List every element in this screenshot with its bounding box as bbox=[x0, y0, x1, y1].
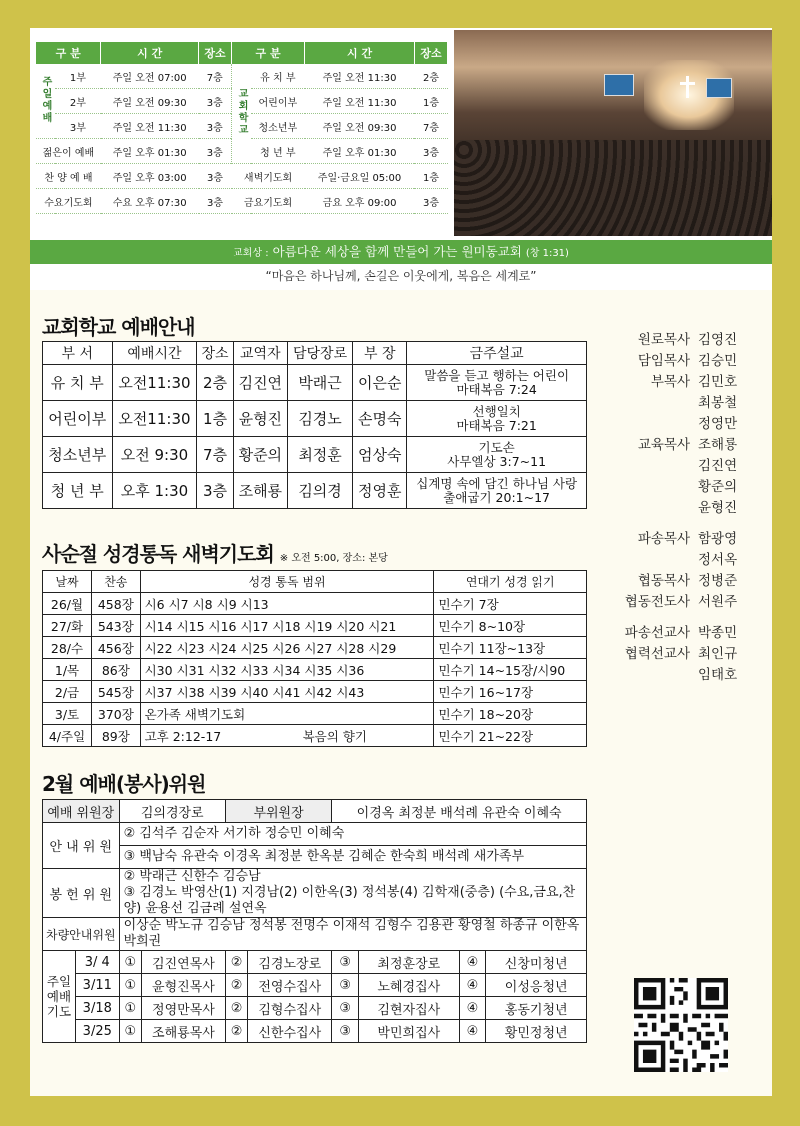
staff-row bbox=[610, 592, 770, 613]
head-cell: 이은순 bbox=[353, 365, 407, 401]
schedule-cell: 찬 양 예 배 bbox=[36, 164, 101, 189]
date-cell: 26/월 bbox=[43, 593, 92, 615]
guide-label: 안 내 위 원 bbox=[43, 823, 120, 869]
range-cell: 고후 2:12-17 bbox=[140, 725, 298, 747]
prayer-date: 3/11 bbox=[76, 974, 120, 997]
offering-group-3: ③ 김경노 박영산(1) 지경남(2) 이한옥(3) 정석봉(4) 김학재(중층) (수요,금요,찬양) 윤용선 김금례 설연옥 bbox=[123, 885, 576, 916]
staff-name: 황준의 bbox=[698, 479, 738, 495]
projection-screen-right bbox=[706, 78, 732, 98]
col-header: 찬송 bbox=[92, 571, 141, 593]
schedule-cell: 금요 오후 09:00 bbox=[305, 189, 415, 214]
hymn-cell: 456장 bbox=[92, 637, 141, 659]
place-cell: 7층 bbox=[197, 437, 233, 473]
schedule-cell: 주일 오전 07:00 bbox=[101, 64, 199, 89]
schedule-cell: 7층 bbox=[414, 114, 447, 139]
schedule-cell: 어린이부 bbox=[251, 89, 305, 114]
hymn-cell: 370장 bbox=[92, 703, 141, 725]
hymn-cell: 545장 bbox=[92, 681, 141, 703]
reading-cell: 민수기 11장~13장 bbox=[434, 637, 587, 659]
staff-name: 최인규 bbox=[698, 646, 738, 662]
schedule-cell: 7층 bbox=[199, 64, 232, 89]
prayer-cell: 윤형진목사 bbox=[141, 974, 225, 997]
num-4: ④ bbox=[459, 997, 486, 1020]
sermon-title: 선행일치 bbox=[472, 403, 521, 419]
date-cell: 2/금 bbox=[43, 681, 92, 703]
sanctuary-photo bbox=[454, 30, 772, 236]
header-division: 구 분 bbox=[36, 42, 101, 64]
cross-icon bbox=[686, 76, 689, 98]
schedule-cell: 3층 bbox=[199, 189, 232, 214]
schedule-cell: 주일 오전 11:30 bbox=[305, 89, 415, 114]
parking-names: 이상순 박노규 김승남 정석봉 전명수 이재석 김형수 김용관 황영철 하종규 이한옥 박희권 bbox=[119, 918, 586, 951]
prayer-cell: 박민희집사 bbox=[359, 1020, 459, 1043]
cross-icon-bar bbox=[680, 82, 695, 85]
num-1: ① bbox=[119, 997, 141, 1020]
church-school-label: 교회학교 bbox=[236, 88, 248, 136]
place-cell: 1층 bbox=[197, 401, 233, 437]
schedule-cell: 수요 오후 07:30 bbox=[101, 189, 199, 214]
chair-label: 예배 위원장 bbox=[43, 800, 120, 823]
col-header: 연대기 성경 읽기 bbox=[434, 571, 587, 593]
pastor-cell: 황준의 bbox=[233, 437, 287, 473]
staff-name: 김승민 bbox=[698, 353, 738, 369]
table-row bbox=[43, 703, 587, 725]
bulletin-page bbox=[30, 28, 772, 1096]
vision-prefix: 교회상 : bbox=[233, 248, 269, 259]
guide-group-2: ② 김석주 김순자 서기하 정승민 이혜숙 bbox=[119, 823, 586, 846]
offering-label: 봉 헌 위 원 bbox=[43, 869, 120, 918]
place-cell: 3층 bbox=[197, 473, 233, 509]
date-cell: 27/화 bbox=[43, 615, 92, 637]
pastor-cell: 조해룡 bbox=[233, 473, 287, 509]
staff-name: 정영만 bbox=[698, 416, 738, 432]
num-2: ② bbox=[225, 997, 247, 1020]
time-cell: 오전 9:30 bbox=[112, 437, 197, 473]
num-3: ③ bbox=[332, 1020, 359, 1043]
prayer-cell: 김현자집사 bbox=[359, 997, 459, 1020]
schedule-cell: 수요기도회 bbox=[36, 189, 101, 214]
table-row bbox=[43, 473, 587, 509]
schedule-cell: 3층 bbox=[199, 114, 232, 139]
schedule-cell: 1층 bbox=[414, 164, 447, 189]
prayer-cell: 이성응청년 bbox=[486, 974, 587, 997]
schedule-cell: 3층 bbox=[199, 139, 232, 164]
num-3: ③ bbox=[332, 974, 359, 997]
reading-cell: 민수기 8~10장 bbox=[434, 615, 587, 637]
time-cell: 오후 1:30 bbox=[112, 473, 197, 509]
header-place-2: 장소 bbox=[414, 42, 447, 64]
staff-list bbox=[610, 330, 770, 686]
vice-label: 부위원장 bbox=[225, 800, 331, 823]
range-cell: 시6 시7 시8 시9 시13 bbox=[140, 593, 434, 615]
parking-label: 차량안내위원 bbox=[43, 918, 120, 951]
num-2: ② bbox=[225, 974, 247, 997]
table-row bbox=[43, 437, 587, 473]
elder-cell: 최정훈 bbox=[287, 437, 352, 473]
col-header: 장소 bbox=[197, 342, 233, 365]
staff-role: 협력선교사 bbox=[624, 646, 690, 662]
num-3: ③ bbox=[332, 951, 359, 974]
header-time: 시 간 bbox=[101, 42, 199, 64]
schedule-cell: 1부 bbox=[55, 64, 101, 89]
header-place: 장소 bbox=[199, 42, 232, 64]
prayer-cell: 김경노장로 bbox=[248, 951, 332, 974]
qr-code-icon[interactable] bbox=[634, 978, 728, 1072]
staff-row bbox=[610, 623, 770, 644]
header-division-2: 구 분 bbox=[232, 42, 305, 64]
elder-cell: 박래근 bbox=[287, 365, 352, 401]
schedule-cell: 3부 bbox=[55, 114, 101, 139]
sermon-cell bbox=[407, 365, 587, 401]
staff-role: 교육목사 bbox=[637, 437, 690, 453]
staff-row bbox=[610, 571, 770, 592]
prayer-cell: 김형수집사 bbox=[248, 997, 332, 1020]
dept-cell: 어린이부 bbox=[43, 401, 113, 437]
staff-role: 파송선교사 bbox=[624, 625, 690, 641]
schedule-cell: 유 치 부 bbox=[251, 64, 305, 89]
schedule-cell: 1층 bbox=[414, 89, 447, 114]
lent-section-title bbox=[42, 538, 388, 567]
staff-name: 최봉철 bbox=[698, 395, 738, 411]
sermon-title: 말씀을 듣고 행하는 어린이 bbox=[424, 367, 570, 383]
staff-name: 서원주 bbox=[698, 594, 738, 610]
prayer-cell: 최정훈장로 bbox=[359, 951, 459, 974]
schedule-cell: 주일 오전 11:30 bbox=[305, 64, 415, 89]
prayer-date: 3/25 bbox=[76, 1020, 120, 1043]
range-cell: 온가족 새벽기도회 bbox=[140, 703, 434, 725]
schedule-cell: 2부 bbox=[55, 89, 101, 114]
staff-name: 박종민 bbox=[698, 625, 738, 641]
lent-reading-table bbox=[42, 570, 587, 747]
prayer-cell: 신한수집사 bbox=[248, 1020, 332, 1043]
vision-reference: (창 1:31) bbox=[525, 248, 569, 259]
prayer-cell: 김진연목사 bbox=[141, 951, 225, 974]
church-motto: “마음은 하나님께, 손길은 이웃에게, 복음은 세계로” bbox=[265, 269, 537, 283]
header-time-2: 시 간 bbox=[305, 42, 415, 64]
projection-screen-left bbox=[604, 74, 634, 96]
schedule-cell: 주일·금요일 05:00 bbox=[305, 164, 415, 189]
num-2: ② bbox=[225, 951, 247, 974]
dept-cell: 청 년 부 bbox=[43, 473, 113, 509]
school-section-title: 교회학교 예배안내 bbox=[42, 315, 195, 339]
prayer-row bbox=[43, 951, 587, 974]
hymn-cell: 86장 bbox=[92, 659, 141, 681]
sermon-verse: 사무엘상 3:7~11 bbox=[447, 453, 547, 469]
schedule-cell: 주일 오후 01:30 bbox=[101, 139, 199, 164]
num-4: ④ bbox=[459, 951, 486, 974]
col-header: 금주설교 bbox=[407, 342, 587, 365]
elder-cell: 김의경 bbox=[287, 473, 352, 509]
schedule-cell: 젊은이 예배 bbox=[36, 139, 101, 164]
schedule-cell: 새벽기도회 bbox=[232, 164, 305, 189]
col-header: 담당장로 bbox=[287, 342, 352, 365]
lent-title: 사순절 성경통독 새벽기도회 bbox=[42, 542, 274, 566]
range-cell: 시37 시38 시39 시40 시41 시42 시43 bbox=[140, 681, 434, 703]
staff-row bbox=[610, 372, 770, 435]
staff-name: 조해룡 bbox=[698, 437, 738, 453]
vision-text: 아름다운 세상을 함께 만들어 가는 원미동교회 bbox=[272, 244, 522, 259]
sermon-title: 십계명 속에 담긴 하나님 사랑 bbox=[416, 475, 578, 491]
reading-cell: 민수기 18~20장 bbox=[434, 703, 587, 725]
staff-row bbox=[610, 644, 770, 686]
head-cell: 엄상숙 bbox=[353, 437, 407, 473]
head-cell: 손명숙 bbox=[353, 401, 407, 437]
service-section-title: 2월 예배(봉사)위원 bbox=[42, 772, 206, 796]
prayer-row bbox=[43, 997, 587, 1020]
table-row bbox=[43, 401, 587, 437]
schedule-row bbox=[36, 164, 448, 189]
staff-row bbox=[610, 330, 770, 351]
prayer-row bbox=[43, 974, 587, 997]
col-header: 부 서 bbox=[43, 342, 113, 365]
prayer-date: 3/18 bbox=[76, 997, 120, 1020]
col-header: 부 장 bbox=[353, 342, 407, 365]
staff-name: 김영진 bbox=[698, 332, 738, 348]
prayer-cell: 신창미청년 bbox=[486, 951, 587, 974]
reading-cell: 민수기 7장 bbox=[434, 593, 587, 615]
guide-group-3: ③ 백남숙 유관숙 이경옥 최정분 한옥분 김혜순 한숙희 배석례 새가족부 bbox=[119, 846, 586, 869]
staff-role: 협동목사 bbox=[637, 573, 690, 589]
schedule-cell: 청소년부 bbox=[251, 114, 305, 139]
reading-cell: 민수기 16~17장 bbox=[434, 681, 587, 703]
staff-row bbox=[610, 529, 770, 571]
col-header: 예배시간 bbox=[112, 342, 197, 365]
table-row bbox=[43, 681, 587, 703]
range-cell: 시30 시31 시32 시33 시34 시35 시36 bbox=[140, 659, 434, 681]
chair-name: 김의경장로 bbox=[119, 800, 225, 823]
range-cell: 시22 시23 시24 시25 시26 시27 시28 시29 bbox=[140, 637, 434, 659]
time-cell: 오전11:30 bbox=[112, 401, 197, 437]
top-section bbox=[30, 28, 772, 290]
sermon-verse: 출애굽기 20:1~17 bbox=[443, 489, 551, 505]
schedule-cell: 주일 오후 03:00 bbox=[101, 164, 199, 189]
sermon-cell bbox=[407, 473, 587, 509]
num-1: ① bbox=[119, 974, 141, 997]
schedule-cell: 주일 오후 01:30 bbox=[305, 139, 415, 164]
schedule-cell: 3층 bbox=[199, 164, 232, 189]
schedule-cell: 3층 bbox=[414, 189, 447, 214]
staff-role: 원로목사 bbox=[637, 332, 690, 348]
prayer-cell: 전영수집사 bbox=[248, 974, 332, 997]
head-cell: 정영훈 bbox=[353, 473, 407, 509]
prayer-label: 주일 예배 기도 bbox=[43, 951, 76, 1043]
worship-schedule-table bbox=[36, 42, 448, 214]
congregation bbox=[454, 140, 772, 236]
staff-role: 담임목사 bbox=[637, 353, 690, 369]
table-row bbox=[43, 659, 587, 681]
staff-name: 함광영 bbox=[698, 531, 738, 547]
staff-name: 김진연 bbox=[698, 458, 738, 474]
sermon-cell bbox=[407, 437, 587, 473]
num-2: ② bbox=[225, 1020, 247, 1043]
schedule-row bbox=[36, 64, 448, 89]
sermon-title-cell: 복음의 향기 bbox=[299, 725, 434, 747]
prayer-cell: 홍동기청년 bbox=[486, 997, 587, 1020]
date-cell: 1/목 bbox=[43, 659, 92, 681]
table-row bbox=[43, 365, 587, 401]
church-school-table bbox=[42, 341, 587, 509]
lent-note: ※ 오전 5:00, 장소: 본당 bbox=[279, 553, 388, 564]
sermon-verse: 마태복음 7:21 bbox=[456, 417, 537, 433]
schedule-cell: 청 년 부 bbox=[251, 139, 305, 164]
pastor-cell: 윤형진 bbox=[233, 401, 287, 437]
date-cell: 4/주일 bbox=[43, 725, 92, 747]
schedule-cell: 금요기도회 bbox=[232, 189, 305, 214]
staff-role: 부목사 bbox=[650, 374, 690, 390]
prayer-row bbox=[43, 1020, 587, 1043]
staff-name: 임태호 bbox=[698, 667, 738, 683]
schedule-cell: 주일 오전 11:30 bbox=[101, 114, 199, 139]
hymn-cell: 89장 bbox=[92, 725, 141, 747]
col-header: 교역자 bbox=[233, 342, 287, 365]
sermon-cell bbox=[407, 401, 587, 437]
num-3: ③ bbox=[332, 997, 359, 1020]
staff-role: 파송목사 bbox=[637, 531, 690, 547]
staff-name: 김민호 bbox=[698, 374, 738, 390]
staff-row bbox=[610, 351, 770, 372]
schedule-cell: 3층 bbox=[414, 139, 447, 164]
prayer-cell: 황민정청년 bbox=[486, 1020, 587, 1043]
prayer-cell: 노혜경집사 bbox=[359, 974, 459, 997]
table-row bbox=[43, 725, 587, 747]
time-cell: 오전11:30 bbox=[112, 365, 197, 401]
sermon-verse: 마태복음 7:24 bbox=[456, 381, 537, 397]
offering-group-2: ② 박래근 신한수 김승남 bbox=[123, 869, 261, 884]
hymn-cell: 543장 bbox=[92, 615, 141, 637]
reading-cell: 민수기 21~22장 bbox=[434, 725, 587, 747]
sunday-worship-label: 주일예배 bbox=[40, 75, 51, 124]
schedule-row bbox=[36, 189, 448, 214]
num-1: ① bbox=[119, 951, 141, 974]
schedule-cell: 주일 오전 09:30 bbox=[101, 89, 199, 114]
staff-row bbox=[610, 435, 770, 519]
church-vision-bar bbox=[30, 240, 772, 264]
date-cell: 3/토 bbox=[43, 703, 92, 725]
prayer-cell: 조해룡목사 bbox=[141, 1020, 225, 1043]
staff-name: 윤형진 bbox=[698, 500, 738, 516]
num-4: ④ bbox=[459, 974, 486, 997]
table-row bbox=[43, 615, 587, 637]
col-header: 날짜 bbox=[43, 571, 92, 593]
staff-name: 정서옥 bbox=[698, 552, 738, 568]
table-row bbox=[43, 637, 587, 659]
date-cell: 28/수 bbox=[43, 637, 92, 659]
vice-names: 이경옥 최정분 배석례 유관숙 이혜숙 bbox=[332, 800, 587, 823]
schedule-cell: 3층 bbox=[199, 89, 232, 114]
num-4: ④ bbox=[459, 1020, 486, 1043]
sermon-title: 기도손 bbox=[478, 439, 515, 455]
place-cell: 2층 bbox=[197, 365, 233, 401]
prayer-cell: 정영만목사 bbox=[141, 997, 225, 1020]
staff-name: 정병준 bbox=[698, 573, 738, 589]
reading-cell: 민수기 14~15장/시90 bbox=[434, 659, 587, 681]
range-cell: 시14 시15 시16 시17 시18 시19 시20 시21 bbox=[140, 615, 434, 637]
dept-cell: 청소년부 bbox=[43, 437, 113, 473]
prayer-date: 3/ 4 bbox=[76, 951, 120, 974]
elder-cell: 김경노 bbox=[287, 401, 352, 437]
offering-names bbox=[119, 869, 586, 918]
table-row bbox=[43, 593, 587, 615]
col-header: 성경 통독 범위 bbox=[140, 571, 434, 593]
staff-role: 협동전도사 bbox=[624, 594, 690, 610]
num-1: ① bbox=[119, 1020, 141, 1043]
schedule-cell: 2층 bbox=[414, 64, 447, 89]
pastor-cell: 김진연 bbox=[233, 365, 287, 401]
schedule-cell: 주일 오전 09:30 bbox=[305, 114, 415, 139]
service-committee-table bbox=[42, 799, 587, 1043]
hymn-cell: 458장 bbox=[92, 593, 141, 615]
dept-cell: 유 치 부 bbox=[43, 365, 113, 401]
